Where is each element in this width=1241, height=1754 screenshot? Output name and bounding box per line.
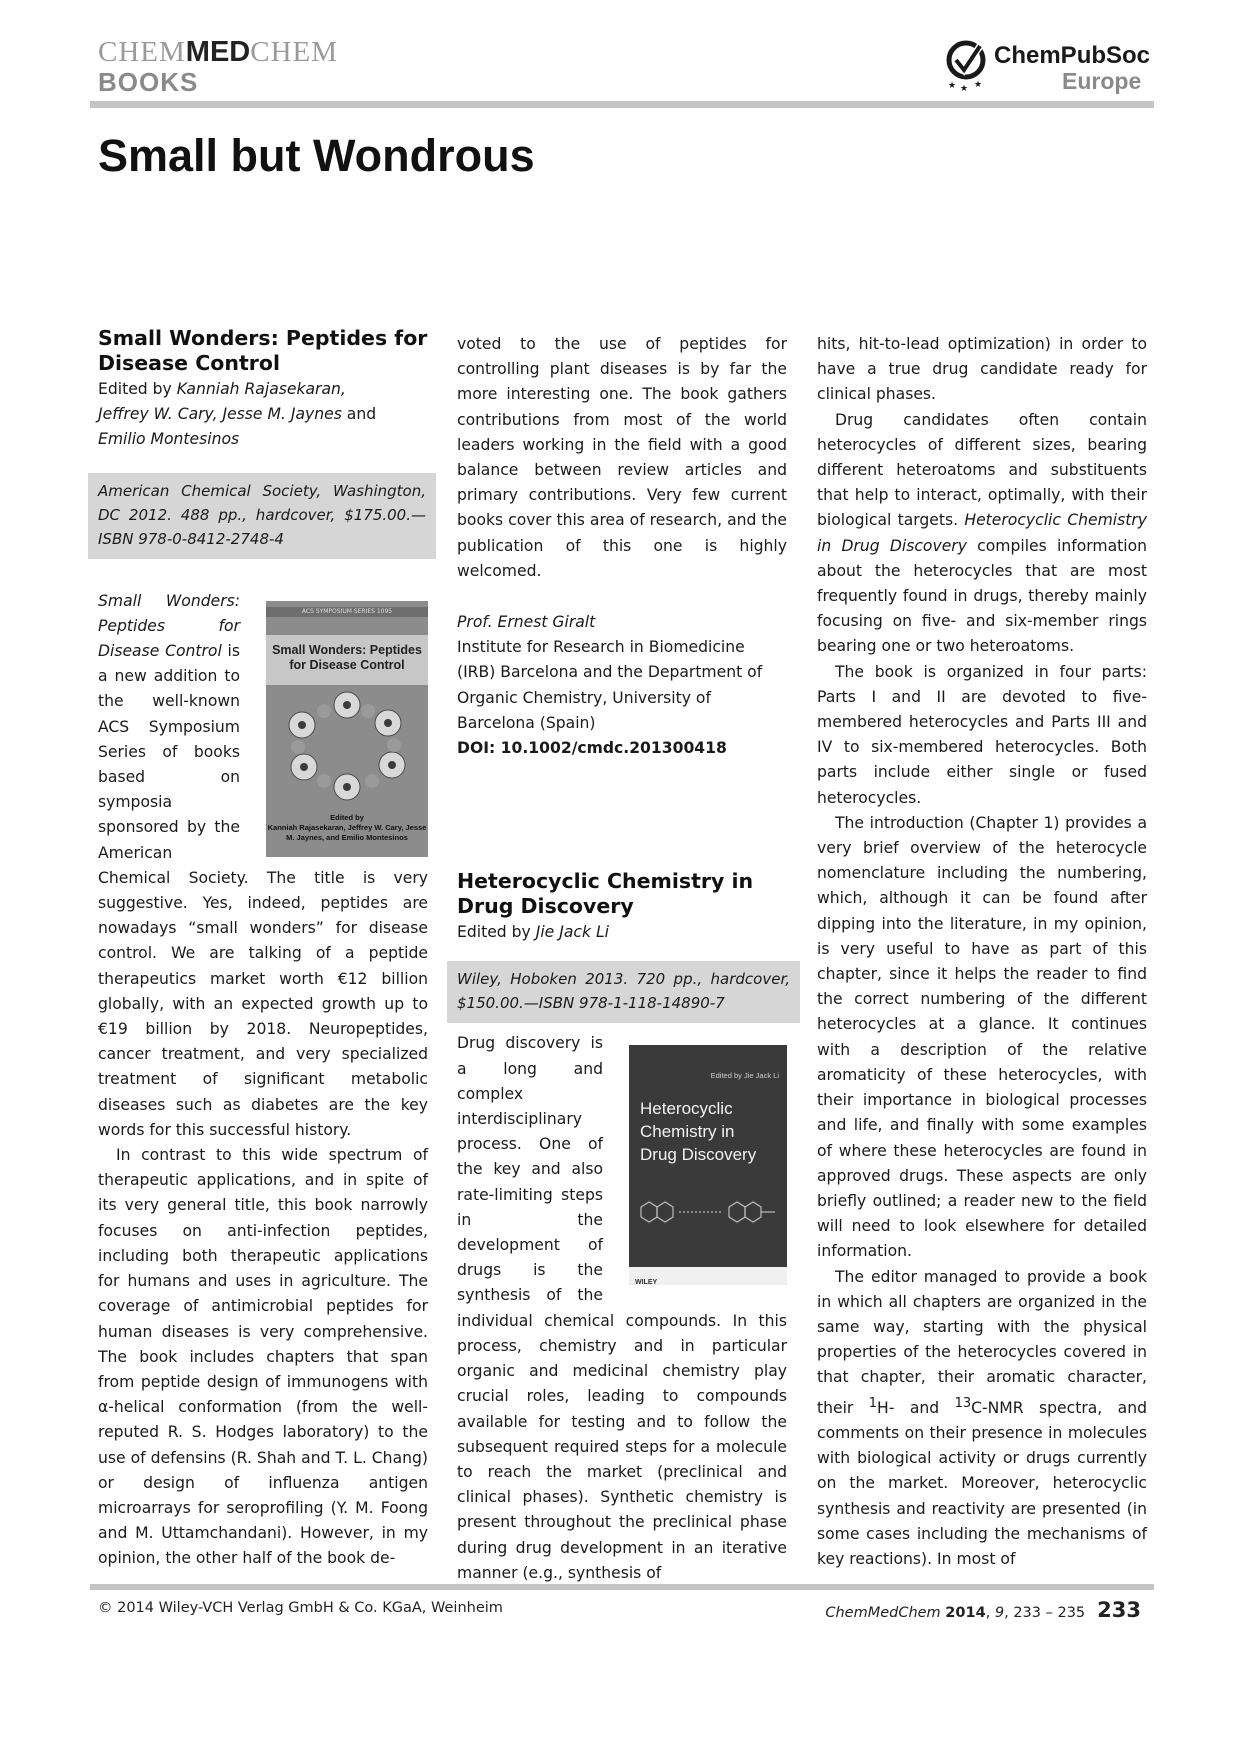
review2-paragraph-3: The book is organized in four parts: Parts I and II are devoted to five-membered heterocycles and Parts III and IV to six-membered heterocycles. Both parts include either single or fused heterocycles. (817, 662, 1147, 807)
cover1-series: ACS SYMPOSIUM SERIES 1095 (301, 607, 393, 615)
molecule-strip-image (629, 1185, 787, 1245)
journal-brand (98, 36, 338, 96)
peptide-ring-image (280, 689, 414, 801)
svg-text:★: ★ (974, 79, 983, 89)
review1-biblio: American Chemical Society, Washington, DC 2012. 488 pp., hardcover, $175.00.—ISBN 978-0-8412-2748-4 (88, 473, 436, 559)
cover2-publisher: WILEY (635, 1279, 658, 1287)
copyright-notice: © 2014 Wiley-VCH Verlag GmbH & Co. KGaA, Weinheim (98, 1600, 503, 1616)
review1-paragraph-3: voted to the use of peptides for controlling plant diseases is by far the more interesting one. The book gathers contributions from most of the world leaders working in the field with a good balance between review articles and primary contributions. Very few current books cover this area of research, and the publication of this one is highly welcomed. (457, 335, 787, 580)
society-logo (944, 38, 1151, 96)
review1-title: Small Wonders: Peptides for Disease Control (98, 326, 428, 375)
review2-paragraph-5: The editor managed to provide a book in which all chapters are organized in the same way, starting with the physical properties of the heterocycles covered in that chapter, their aromatic character, their $^1$H- and $^{13}$C-NMR spectra, and comments on their presence in molecules with biological activity or drugs currently on the market. Moreover, heterocyclic synthesis and reactivity are presented (in some cases including the mechanisms of key reactions). In most of (817, 1267, 1147, 1568)
review1-cover (266, 589, 428, 857)
reviewer-affiliation: Institute for Research in Biomedicine (IRB) Barcelona and the Department of Organic Chemistry, University of Barcelona (Spain) (457, 638, 763, 732)
review1-paragraph-1: Small Wonders: Peptides for Disease Control is a new addition to the well-known ACS Symposium Series of books based on symposia sponsored by the American Chemical Society. The title is very suggestive. Yes, indeed, peptides are nowadays “small wonders” for disease control. We are talking of a peptide therapeutics market worth €12 billion globally, with an expected growth up to €19 billion by 2018. Neuropeptides, cancer treatment, and very specialized treatment of significant metabolic diseases such as diabetes are the key words for this successful history. (98, 591, 428, 1139)
book-cover-heterocyclic (629, 1045, 787, 1285)
section-label: BOOKS (98, 67, 199, 97)
svg-text:★: ★ (948, 80, 957, 90)
cover1-editors: Edited by Kanniah Rajasekaran, Jeffrey W. Cary, Jesse M. Jaynes, and Emilio Montesinos (267, 812, 427, 842)
review2-header (457, 869, 790, 1023)
column-2 (457, 332, 790, 1586)
review1-doi: DOI: 10.1002/cmdc.201300418 (457, 739, 727, 758)
reviewer-name: Prof. Ernest Giralt (457, 613, 596, 632)
column-3 (817, 332, 1147, 1572)
review2-paragraph-1: Drug discovery is a long and complex interdisciplinary process. One of the key and also rate-limiting steps in the development of drugs is the synthesis of the individual chemical compounds. In this process, chemistry and in particular organic and medicinal chemistry play crucial roles, leading to compounds available for testing and to follow the subsequent required steps for a molecule to reach the market (preclinical and clinical phases). Synthetic chemistry is present throughout the preclinical phase during drug development in an iterative manner (e.g., synthesis of (457, 1034, 787, 1582)
page-number: 233 (1097, 1598, 1141, 1622)
cover2-author: Edited by Jie Jack Li (710, 1071, 779, 1081)
journal-citation: ChemMedChem 2014, 9, 233 – 235 233 (825, 1598, 1141, 1622)
review2-paragraph-1-continued: hits, hit-to-lead optimization) in order to have a true drug candidate ready for clinical phases. (817, 335, 1147, 404)
review2-title: Heterocyclic Chemistry in Drug Discovery (457, 869, 754, 919)
svg-text:★: ★ (960, 83, 969, 92)
review2-paragraph-4: The introduction (Chapter 1) provides a very brief overview of the heterocycle nomenclature including the numbering, which, although it can be found after dipping into the literature, in my opinion, is very useful to have as part of this chapter, since it helps the reader to find the correct numbering of the different heterocycles at a glance. It continues with a description of the relative aromaticity of these heterocycles, with their importance in biological processes and life, and finally with some examples of where these heterocycles are found in approved drugs. These aspects are only briefly outlined; a reader new to the field will need to look elsewhere for detailed information. (817, 813, 1147, 1261)
cover1-title: Small Wonders: Peptides for Disease Control (272, 642, 422, 672)
header-rule (90, 101, 1154, 108)
review1-editors: Edited by Kanniah Rajasekaran, Jeffrey W. Cary, Jesse M. Jaynes and Emilio Montesinos (98, 380, 377, 449)
society-region: Europe (1062, 68, 1142, 94)
column-1 (98, 326, 428, 1572)
review2-paragraph-2: Drug candidates often contain heterocycles of different sizes, bearing different heteroatoms and substituents that help to interact, optimally, with their biological targets. Heterocyclic Chemistry in Drug Discovery compiles information about the heterocycles that are most frequently found in drugs, thereby mainly focusing on five- and six-member rings bearing one or two heteroatoms. (817, 410, 1147, 656)
review2-cover (629, 1031, 787, 1285)
book-cover-small-wonders (266, 601, 428, 857)
society-emblem-icon (944, 38, 990, 92)
society-name: ChemPubSoc (994, 42, 1151, 69)
journal-name: CHEMMEDCHEM (98, 36, 339, 68)
review2-editors: Edited by Jie Jack Li (457, 923, 609, 942)
cover2-title: Heterocyclic Chemistry in Drug Discovery (640, 1099, 757, 1165)
footer-rule (90, 1584, 1154, 1590)
review2-biblio: Wiley, Hoboken 2013. 720 pp., hardcover, $150.00.—ISBN 978-1-118-14890-7 (447, 961, 800, 1023)
review1-reviewer (457, 610, 787, 761)
review1-paragraph-2: In contrast to this wide spectrum of therapeutic applications, and in spite of its very general title, this book narrowly focuses on anti-infection peptides, including both therapeutic applications for humans and uses in agriculture. The coverage of antimicrobial peptides for human diseases is very comprehensive. The book includes chapters that span from peptide design of immunogens with α-helical conformation (from the well-reputed R. S. Hodges laboratory) to the use of defensins (R. Shah and T. L. Chang) or design of influenza antigen microarrays for seroprofiling (Y. M. Foong and M. Uttamchandani). However, in my opinion, the other half of the book de- (98, 1146, 428, 1568)
page-title: Small but Wondrous (98, 130, 535, 181)
